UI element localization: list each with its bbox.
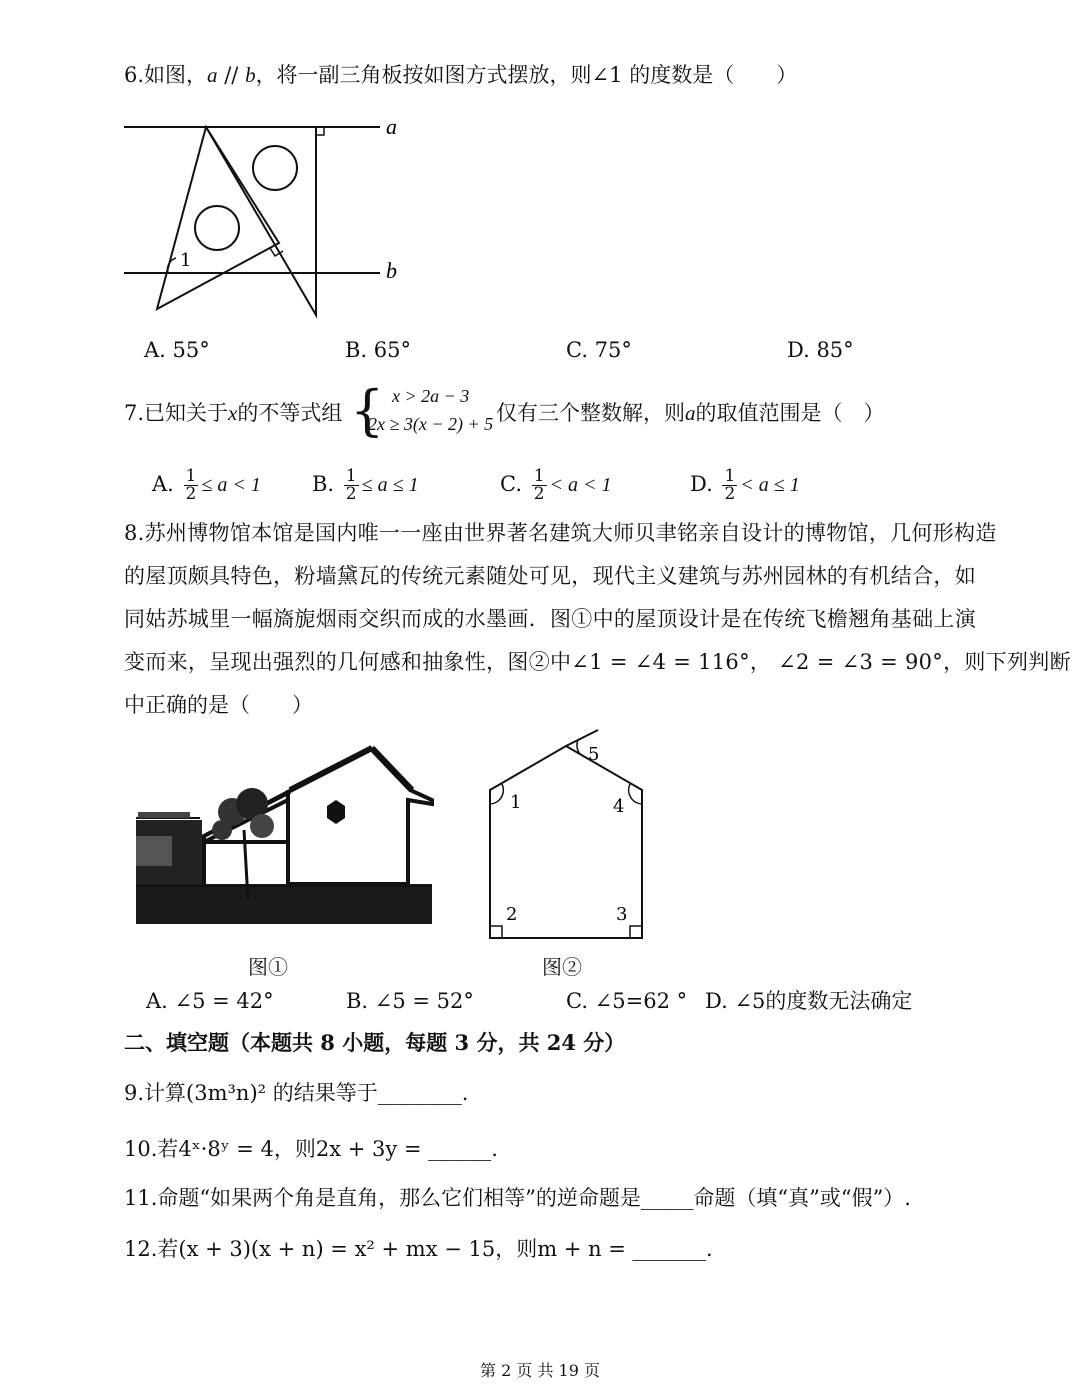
q8-option-b: B. ∠5 = 52°: [346, 989, 474, 1013]
fig2-caption: 图②: [542, 955, 582, 979]
q7-option-d: D. $\frac{1}{2}$ < a ≤ 1: [690, 466, 800, 504]
q7-option-c: C. $\frac{1}{2}$ < a < 1: [500, 466, 612, 504]
q6-stem: 6.如图，a // b，将一副三角板按如图方式摆放，则∠1 的度数是（ ）: [124, 63, 798, 87]
q9: 9.计算(3m³n)² 的结果等于________.: [124, 1081, 469, 1105]
q10: 10.若4ˣ·8ʸ = 4，则2x + 3y = ______.: [124, 1137, 498, 1161]
pentagon-angle-5: 5: [588, 744, 600, 765]
right-angle-mark-2: [490, 926, 502, 938]
q12: 12.若(x + 3)(x + n) = x² + mx − 15，则m + n = _______.: [124, 1237, 713, 1261]
pentagon-angle-1: 1: [510, 792, 522, 813]
q8-line-5: 中正确的是（ ）: [124, 693, 313, 717]
fig1-caption: 图①: [248, 955, 288, 979]
pentagon-angle-4: 4: [613, 796, 625, 817]
q7-inequality-2: 2x ≥ 3(x − 2) + 5: [368, 414, 494, 434]
q7-inequality-1: x > 2a − 3: [392, 386, 470, 406]
label-b: b: [386, 258, 397, 283]
pentagon-angle-2: 2: [506, 904, 518, 925]
q7-option-b: B. $\frac{1}{2}$ ≤ a ≤ 1: [312, 466, 419, 504]
label-a: a: [386, 114, 397, 139]
page-footer: 第 2 页 共 19 页: [480, 1361, 600, 1380]
q6-option-b: B. 65°: [345, 338, 412, 362]
q8-line-2: 的屋顶颇具特色，粉墙黛瓦的传统元素随处可见，现代主义建筑与苏州园林的有机结合，如: [124, 564, 976, 588]
q11: 11.命题“如果两个角是直角，那么它们相等”的逆命题是_____命题（填“真”或“假”）.: [124, 1186, 911, 1210]
fraction: $\frac{1}{2}$: [533, 466, 545, 504]
q7-stem-post: 仅有三个整数解，则a的取值范围是（ ）: [496, 401, 885, 425]
q8-line-4: 变而来，呈现出强烈的几何感和抽象性，图②中∠1 = ∠4 = 116°， ∠2 = ∠3 = 90°，则下列判断: [124, 650, 1071, 674]
section-2-heading: 二、填空题（本题共 8 小题，每题 3 分，共 24 分）: [124, 1030, 626, 1055]
q6-option-d: D. 85°: [787, 338, 854, 362]
q6-option-c: C. 75°: [566, 338, 632, 362]
q7-option-a: A. $\frac{1}{2}$ ≤ a < 1: [152, 466, 261, 504]
angle-1-label: 1: [180, 250, 192, 271]
q8-option-c: C. ∠5=62 °: [566, 989, 688, 1013]
q8-line-3: 同姑苏城里一幅旖旎烟雨交织而成的水墨画．图①中的屋顶设计是在传统飞檐翘角基础上演: [124, 607, 976, 631]
fraction: $\frac{1}{2}$: [185, 466, 197, 504]
q8-option-d: D. ∠5的度数无法确定: [705, 989, 913, 1013]
fraction: $\frac{1}{2}$: [345, 466, 357, 504]
fraction: $\frac{1}{2}$: [724, 466, 736, 504]
q6-option-a: A. 55°: [144, 338, 210, 362]
q8-line-1: 8.苏州博物馆本馆是国内唯一一座由世界著名建筑大师贝聿铭亲自设计的博物馆，几何形构造: [124, 521, 997, 545]
q8-option-a: A. ∠5 = 42°: [146, 989, 274, 1013]
right-angle-mark-3: [630, 926, 642, 938]
q7-stem-pre: 7.已知关于x的不等式组: [124, 401, 343, 425]
pentagon-angle-3: 3: [616, 904, 628, 925]
q7-brace: {: [350, 379, 385, 442]
